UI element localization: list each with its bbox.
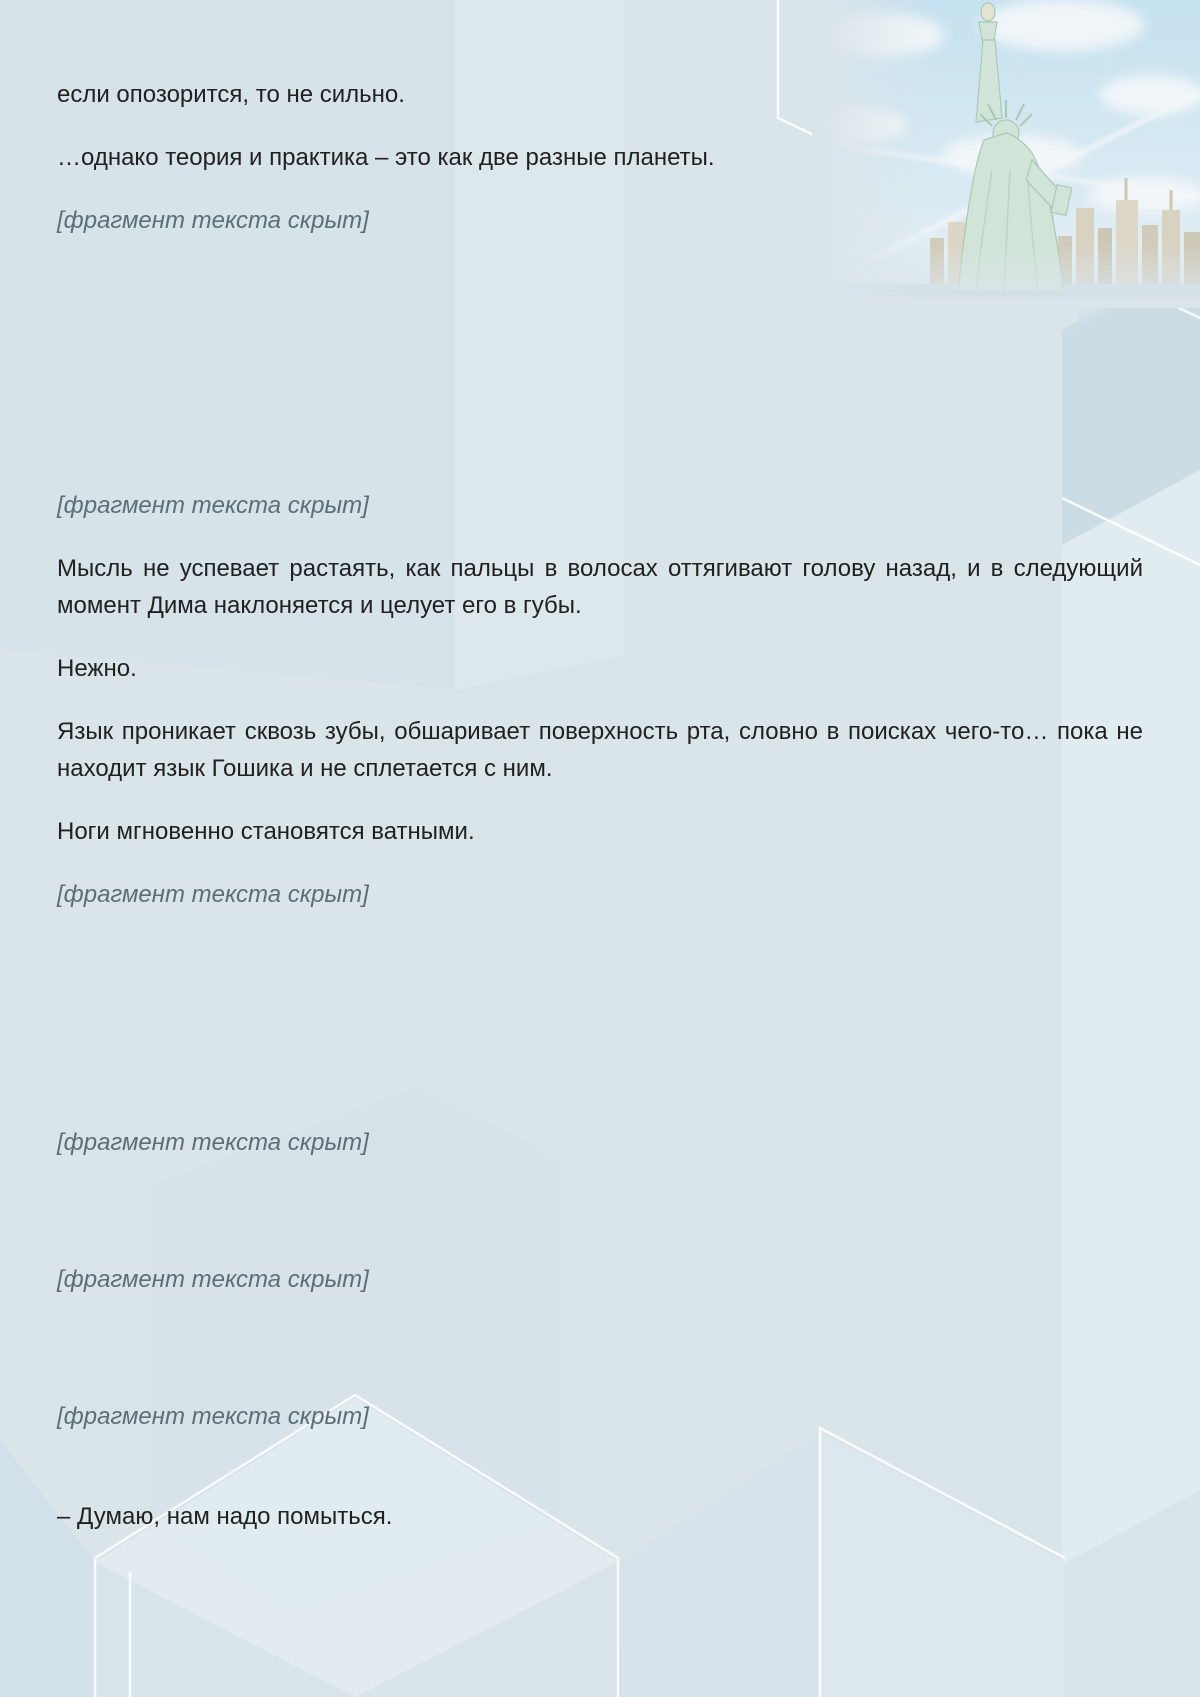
- paragraph-redacted: [фрагмент текста скрыт]: [57, 492, 369, 519]
- paragraph-redacted: [фрагмент текста скрыт]: [57, 207, 369, 234]
- paragraph-redacted: [фрагмент текста скрыт]: [57, 1266, 369, 1293]
- paragraph: если опозорится, то не сильно.: [57, 81, 405, 108]
- paragraph-redacted: [фрагмент текста скрыт]: [57, 1129, 369, 1156]
- paragraph-redacted: [фрагмент текста скрыт]: [57, 1403, 369, 1430]
- paragraph: Ноги мгновенно становятся ватными.: [57, 818, 475, 845]
- paragraph: – Думаю, нам надо помыться.: [57, 1503, 393, 1530]
- paragraph: …однако теория и практика – это как две разные планеты.: [57, 144, 715, 171]
- story-text: [57, 76, 1143, 1561]
- paragraph-redacted: [фрагмент текста скрыт]: [57, 881, 369, 908]
- paragraph: Язык проникает сквозь зубы, обшаривает поверхность рта, словно в поисках чего-то… пока не находит язык Гошика и не сплетается с ним.: [57, 718, 1143, 782]
- paragraph: Нежно.: [57, 655, 137, 682]
- paragraph: Мысль не успевает растаять, как пальцы в волосах оттягивают голову назад, и в следующий момент Дима наклоняется и целует его в губы.: [57, 555, 1143, 619]
